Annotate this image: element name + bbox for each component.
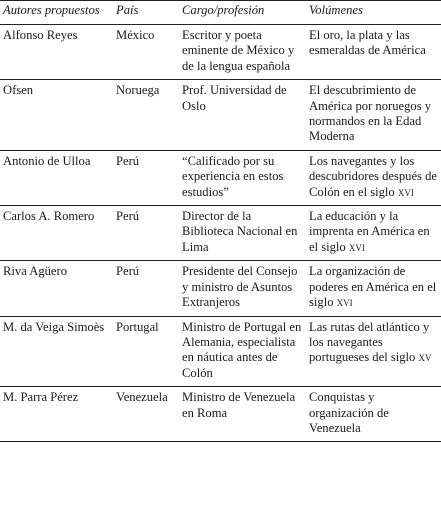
cell-pais: Perú — [113, 150, 179, 205]
header-pais: País — [116, 3, 139, 17]
cell-volumen: La educación y la imprenta en América en el siglo xvi — [306, 206, 441, 261]
century-numeral: xvi — [397, 184, 414, 199]
header-autores: Autores propuestos — [3, 3, 100, 17]
table-row — [0, 316, 441, 387]
cell-volumen: Conquistas y organización de Venezuela — [306, 387, 441, 442]
cell-autor: Carlos A. Romero — [0, 206, 113, 261]
table-row — [0, 206, 441, 261]
cell-pais: Perú — [113, 206, 179, 261]
century-numeral: xvi — [336, 295, 353, 310]
cell-cargo: Ministro de Venezuela en Roma — [179, 387, 306, 442]
cell-volumen: Los navegantes y los descubridores después de Colón en el siglo xvi — [306, 150, 441, 205]
cell-cargo: Director de la Biblioteca Nacional en Lima — [179, 206, 306, 261]
century-numeral: xvi — [348, 239, 365, 254]
cell-cargo: Presidente del Consejo y ministro de Asuntos Extranjeros — [179, 261, 306, 316]
cell-volumen: El descubrimiento de América por noruegos y normandos en la Edad Moderna — [306, 80, 441, 151]
table-header — [0, 1, 441, 25]
cell-autor: Riva Agüero — [0, 261, 113, 316]
cell-cargo: Ministro de Portugal en Alemania, especialista en náutica antes de Colón — [179, 316, 306, 387]
cell-pais: Portugal — [113, 316, 179, 387]
cell-autor: Ofsen — [0, 80, 113, 151]
cell-pais: Noruega — [113, 80, 179, 151]
cell-autor: M. da Veiga Simoès — [0, 316, 113, 387]
table-row — [0, 387, 441, 442]
cell-cargo: Escritor y poeta eminente de México y de la lengua española — [179, 25, 306, 80]
cell-cargo: “Calificado por su experiencia en estos estudios” — [179, 150, 306, 205]
table-row — [0, 261, 441, 316]
table-row — [0, 25, 441, 80]
cell-pais: Perú — [113, 261, 179, 316]
cell-pais: Venezuela — [113, 387, 179, 442]
header-cargo: Cargo/profesión — [182, 3, 265, 17]
cell-autor: M. Parra Pérez — [0, 387, 113, 442]
cell-pais: México — [113, 25, 179, 80]
century-numeral: xv — [418, 350, 432, 365]
table-row — [0, 150, 441, 205]
cell-volumen: Las rutas del atlántico y los navegantes portugueses del siglo xv — [306, 316, 441, 387]
cell-autor: Alfonso Reyes — [0, 25, 113, 80]
table-body — [0, 25, 441, 442]
table-row — [0, 80, 441, 151]
header-row — [0, 1, 441, 25]
cell-autor: Antonio de Ulloa — [0, 150, 113, 205]
cell-cargo: Prof. Universidad de Oslo — [179, 80, 306, 151]
cell-volumen: La organización de poderes en América en el siglo xvi — [306, 261, 441, 316]
cell-volumen: El oro, la plata y las esmeraldas de América — [306, 25, 441, 80]
header-volumenes: Volúmenes — [309, 3, 363, 17]
